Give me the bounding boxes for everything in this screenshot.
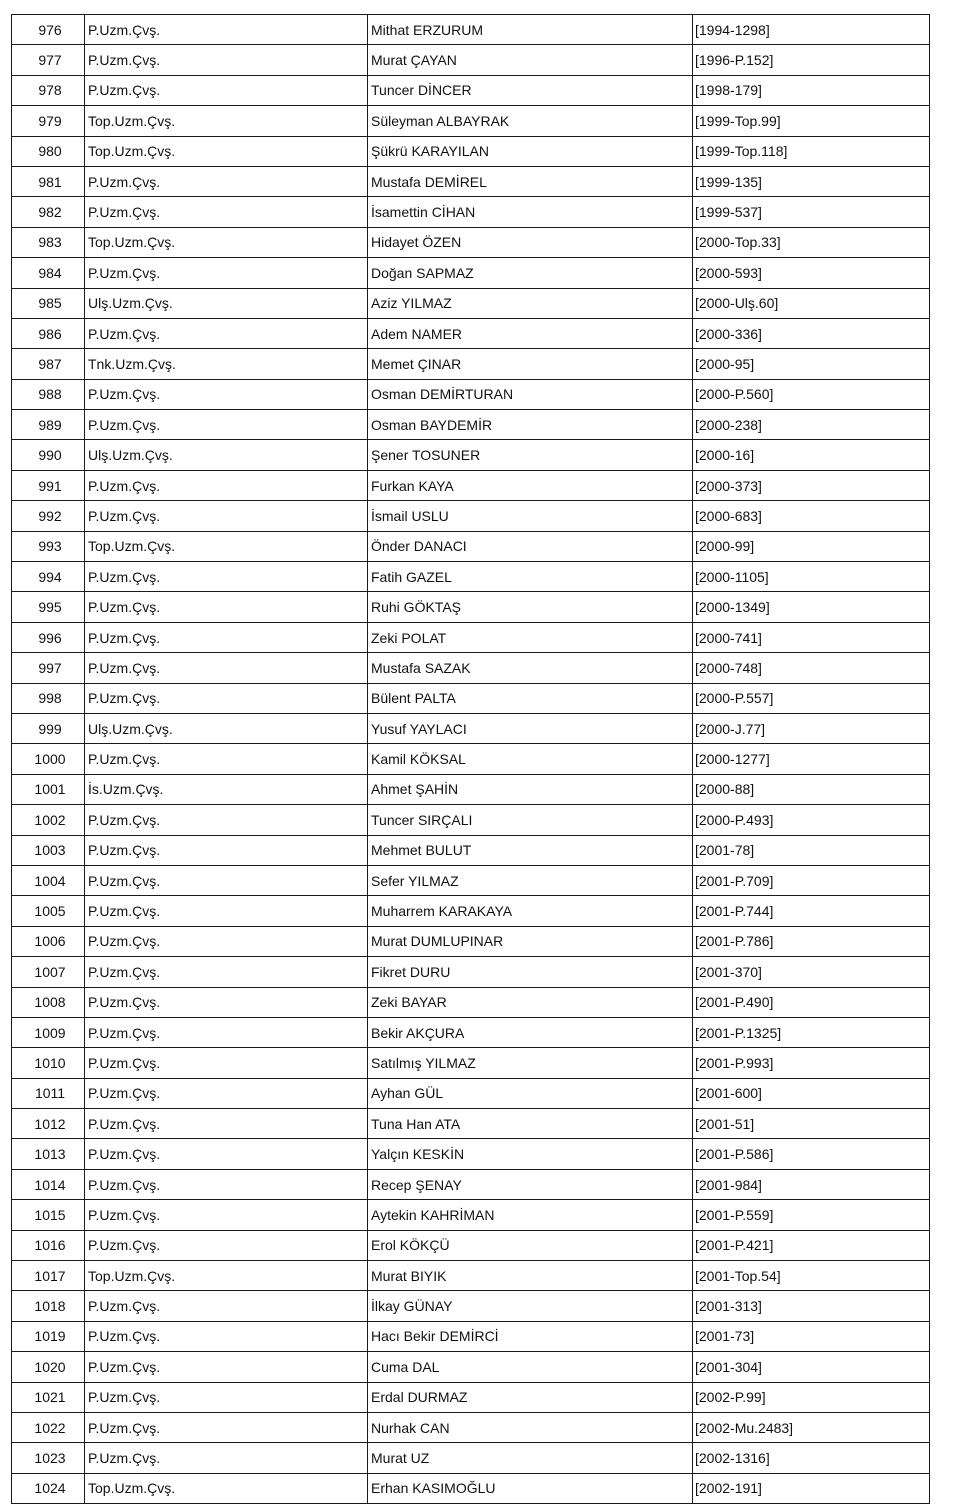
full-name-cell: Doğan SAPMAZ xyxy=(368,258,693,288)
registry-reference-cell: [2001-51] xyxy=(693,1109,930,1139)
table-row xyxy=(12,957,930,987)
full-name-cell: Bülent PALTA xyxy=(368,683,693,713)
table-row xyxy=(12,318,930,348)
row-number-cell: 998 xyxy=(12,683,85,713)
row-number-cell: 987 xyxy=(12,349,85,379)
table-row xyxy=(12,987,930,1017)
full-name-cell: Zeki BAYAR xyxy=(368,987,693,1017)
registry-reference-cell: [2002-191] xyxy=(693,1473,930,1503)
row-number-cell: 1023 xyxy=(12,1443,85,1473)
table-row xyxy=(12,1321,930,1351)
full-name-cell: Şener TOSUNER xyxy=(368,440,693,470)
rank-cell: P.Uzm.Çvş. xyxy=(85,166,368,196)
registry-reference-cell: [2000-741] xyxy=(693,622,930,652)
full-name-cell: Erol KÖKÇÜ xyxy=(368,1230,693,1260)
full-name-cell: Osman BAYDEMİR xyxy=(368,410,693,440)
rank-cell: P.Uzm.Çvş. xyxy=(85,683,368,713)
row-number-cell: 980 xyxy=(12,136,85,166)
registry-reference-cell: [2001-P.744] xyxy=(693,896,930,926)
table-row xyxy=(12,1352,930,1382)
table-row xyxy=(12,865,930,895)
rank-cell: Tnk.Uzm.Çvş. xyxy=(85,349,368,379)
rank-cell: P.Uzm.Çvş. xyxy=(85,1169,368,1199)
registry-reference-cell: [2001-P.993] xyxy=(693,1048,930,1078)
full-name-cell: Ahmet ŞAHİN xyxy=(368,774,693,804)
row-number-cell: 1017 xyxy=(12,1261,85,1291)
table-row xyxy=(12,166,930,196)
row-number-cell: 1024 xyxy=(12,1473,85,1503)
rank-cell: Ulş.Uzm.Çvş. xyxy=(85,713,368,743)
full-name-cell: Mithat ERZURUM xyxy=(368,15,693,45)
table-row xyxy=(12,1291,930,1321)
full-name-cell: Yusuf YAYLACI xyxy=(368,713,693,743)
registry-reference-cell: [1999-135] xyxy=(693,166,930,196)
registry-reference-cell: [2001-304] xyxy=(693,1352,930,1382)
rank-cell: P.Uzm.Çvş. xyxy=(85,470,368,500)
table-row xyxy=(12,15,930,45)
full-name-cell: Erhan KASIMOĞLU xyxy=(368,1473,693,1503)
row-number-cell: 1022 xyxy=(12,1412,85,1442)
row-number-cell: 997 xyxy=(12,653,85,683)
row-number-cell: 1015 xyxy=(12,1200,85,1230)
rank-cell: Top.Uzm.Çvş. xyxy=(85,1261,368,1291)
registry-reference-cell: [1996-P.152] xyxy=(693,45,930,75)
table-row xyxy=(12,926,930,956)
full-name-cell: Mustafa SAZAK xyxy=(368,653,693,683)
rank-cell: P.Uzm.Çvş. xyxy=(85,1230,368,1260)
full-name-cell: Mehmet BULUT xyxy=(368,835,693,865)
row-number-cell: 991 xyxy=(12,470,85,500)
rank-cell: P.Uzm.Çvş. xyxy=(85,1321,368,1351)
row-number-cell: 1001 xyxy=(12,774,85,804)
full-name-cell: Osman DEMİRTURAN xyxy=(368,379,693,409)
table-row xyxy=(12,1261,930,1291)
rank-cell: P.Uzm.Çvş. xyxy=(85,805,368,835)
full-name-cell: Hacı Bekir DEMİRCİ xyxy=(368,1321,693,1351)
row-number-cell: 1008 xyxy=(12,987,85,1017)
row-number-cell: 988 xyxy=(12,379,85,409)
row-number-cell: 1021 xyxy=(12,1382,85,1412)
row-number-cell: 1002 xyxy=(12,805,85,835)
row-number-cell: 976 xyxy=(12,15,85,45)
row-number-cell: 1005 xyxy=(12,896,85,926)
rank-cell: P.Uzm.Çvş. xyxy=(85,1291,368,1321)
full-name-cell: Aziz YILMAZ xyxy=(368,288,693,318)
registry-reference-cell: [2001-Top.54] xyxy=(693,1261,930,1291)
row-number-cell: 1004 xyxy=(12,865,85,895)
personnel-table-body xyxy=(12,15,930,1504)
full-name-cell: Furkan KAYA xyxy=(368,470,693,500)
rank-cell: P.Uzm.Çvş. xyxy=(85,379,368,409)
table-row xyxy=(12,258,930,288)
table-row xyxy=(12,106,930,136)
rank-cell: P.Uzm.Çvş. xyxy=(85,957,368,987)
full-name-cell: Muharrem KARAKAYA xyxy=(368,896,693,926)
full-name-cell: Adem NAMER xyxy=(368,318,693,348)
table-row xyxy=(12,288,930,318)
full-name-cell: Recep ŞENAY xyxy=(368,1169,693,1199)
row-number-cell: 981 xyxy=(12,166,85,196)
row-number-cell: 1007 xyxy=(12,957,85,987)
full-name-cell: Fikret DURU xyxy=(368,957,693,987)
row-number-cell: 986 xyxy=(12,318,85,348)
row-number-cell: 1019 xyxy=(12,1321,85,1351)
full-name-cell: Ruhi GÖKTAŞ xyxy=(368,592,693,622)
table-row xyxy=(12,562,930,592)
rank-cell: Top.Uzm.Çvş. xyxy=(85,531,368,561)
full-name-cell: Cuma DAL xyxy=(368,1352,693,1382)
registry-reference-cell: [2001-370] xyxy=(693,957,930,987)
table-row xyxy=(12,136,930,166)
table-row xyxy=(12,1017,930,1047)
row-number-cell: 990 xyxy=(12,440,85,470)
rank-cell: P.Uzm.Çvş. xyxy=(85,197,368,227)
row-number-cell: 994 xyxy=(12,562,85,592)
row-number-cell: 985 xyxy=(12,288,85,318)
registry-reference-cell: [2000-683] xyxy=(693,501,930,531)
row-number-cell: 1009 xyxy=(12,1017,85,1047)
row-number-cell: 996 xyxy=(12,622,85,652)
table-row xyxy=(12,1412,930,1442)
registry-reference-cell: [2002-P.99] xyxy=(693,1382,930,1412)
registry-reference-cell: [2001-P.709] xyxy=(693,865,930,895)
rank-cell: Ulş.Uzm.Çvş. xyxy=(85,288,368,318)
full-name-cell: Zeki POLAT xyxy=(368,622,693,652)
row-number-cell: 993 xyxy=(12,531,85,561)
table-row xyxy=(12,835,930,865)
rank-cell: P.Uzm.Çvş. xyxy=(85,744,368,774)
table-row xyxy=(12,410,930,440)
row-number-cell: 1010 xyxy=(12,1048,85,1078)
full-name-cell: Yalçın KESKİN xyxy=(368,1139,693,1169)
registry-reference-cell: [2002-1316] xyxy=(693,1443,930,1473)
rank-cell: P.Uzm.Çvş. xyxy=(85,896,368,926)
registry-reference-cell: [2001-78] xyxy=(693,835,930,865)
table-row xyxy=(12,653,930,683)
row-number-cell: 982 xyxy=(12,197,85,227)
full-name-cell: Bekir AKÇURA xyxy=(368,1017,693,1047)
row-number-cell: 1011 xyxy=(12,1078,85,1108)
row-number-cell: 1000 xyxy=(12,744,85,774)
row-number-cell: 1013 xyxy=(12,1139,85,1169)
table-row xyxy=(12,349,930,379)
full-name-cell: Aytekin KAHRİMAN xyxy=(368,1200,693,1230)
registry-reference-cell: [2001-73] xyxy=(693,1321,930,1351)
registry-reference-cell: [1999-537] xyxy=(693,197,930,227)
rank-cell: P.Uzm.Çvş. xyxy=(85,653,368,683)
rank-cell: P.Uzm.Çvş. xyxy=(85,592,368,622)
rank-cell: P.Uzm.Çvş. xyxy=(85,1017,368,1047)
rank-cell: P.Uzm.Çvş. xyxy=(85,501,368,531)
row-number-cell: 992 xyxy=(12,501,85,531)
rank-cell: P.Uzm.Çvş. xyxy=(85,1443,368,1473)
registry-reference-cell: [2001-P.1325] xyxy=(693,1017,930,1047)
full-name-cell: Murat BIYIK xyxy=(368,1261,693,1291)
registry-reference-cell: [2000-J.77] xyxy=(693,713,930,743)
personnel-table xyxy=(11,14,930,1504)
rank-cell: Ulş.Uzm.Çvş. xyxy=(85,440,368,470)
full-name-cell: Fatih GAZEL xyxy=(368,562,693,592)
rank-cell: P.Uzm.Çvş. xyxy=(85,835,368,865)
registry-reference-cell: [2001-P.490] xyxy=(693,987,930,1017)
registry-reference-cell: [2000-748] xyxy=(693,653,930,683)
row-number-cell: 1018 xyxy=(12,1291,85,1321)
table-row xyxy=(12,1139,930,1169)
row-number-cell: 978 xyxy=(12,75,85,105)
full-name-cell: Murat ÇAYAN xyxy=(368,45,693,75)
registry-reference-cell: [2000-16] xyxy=(693,440,930,470)
table-row xyxy=(12,531,930,561)
full-name-cell: Tuncer SIRÇALI xyxy=(368,805,693,835)
registry-reference-cell: [2000-Ulş.60] xyxy=(693,288,930,318)
registry-reference-cell: [2001-P.421] xyxy=(693,1230,930,1260)
registry-reference-cell: [2001-600] xyxy=(693,1078,930,1108)
registry-reference-cell: [2001-P.786] xyxy=(693,926,930,956)
registry-reference-cell: [1998-179] xyxy=(693,75,930,105)
row-number-cell: 979 xyxy=(12,106,85,136)
rank-cell: P.Uzm.Çvş. xyxy=(85,1412,368,1442)
table-row xyxy=(12,713,930,743)
full-name-cell: Memet ÇINAR xyxy=(368,349,693,379)
row-number-cell: 983 xyxy=(12,227,85,257)
full-name-cell: Tuncer DİNCER xyxy=(368,75,693,105)
rank-cell: P.Uzm.Çvş. xyxy=(85,1109,368,1139)
rank-cell: P.Uzm.Çvş. xyxy=(85,987,368,1017)
rank-cell: P.Uzm.Çvş. xyxy=(85,410,368,440)
registry-reference-cell: [2000-373] xyxy=(693,470,930,500)
row-number-cell: 989 xyxy=(12,410,85,440)
rank-cell: P.Uzm.Çvş. xyxy=(85,865,368,895)
table-row xyxy=(12,1169,930,1199)
table-row xyxy=(12,197,930,227)
full-name-cell: Mustafa DEMİREL xyxy=(368,166,693,196)
row-number-cell: 1003 xyxy=(12,835,85,865)
rank-cell: P.Uzm.Çvş. xyxy=(85,15,368,45)
table-row xyxy=(12,75,930,105)
row-number-cell: 1020 xyxy=(12,1352,85,1382)
rank-cell: Top.Uzm.Çvş. xyxy=(85,227,368,257)
registry-reference-cell: [1999-Top.99] xyxy=(693,106,930,136)
registry-reference-cell: [2000-95] xyxy=(693,349,930,379)
rank-cell: Top.Uzm.Çvş. xyxy=(85,106,368,136)
table-row xyxy=(12,805,930,835)
full-name-cell: İlkay GÜNAY xyxy=(368,1291,693,1321)
rank-cell: P.Uzm.Çvş. xyxy=(85,1352,368,1382)
rank-cell: P.Uzm.Çvş. xyxy=(85,75,368,105)
full-name-cell: Tuna Han ATA xyxy=(368,1109,693,1139)
registry-reference-cell: [2000-1277] xyxy=(693,744,930,774)
full-name-cell: Şükrü KARAYILAN xyxy=(368,136,693,166)
registry-reference-cell: [2000-99] xyxy=(693,531,930,561)
registry-reference-cell: [2000-336] xyxy=(693,318,930,348)
registry-reference-cell: [2000-P.493] xyxy=(693,805,930,835)
registry-reference-cell: [2001-984] xyxy=(693,1169,930,1199)
full-name-cell: Murat DUMLUPINAR xyxy=(368,926,693,956)
row-number-cell: 1012 xyxy=(12,1109,85,1139)
row-number-cell: 977 xyxy=(12,45,85,75)
registry-reference-cell: [2001-313] xyxy=(693,1291,930,1321)
table-row xyxy=(12,1382,930,1412)
table-row xyxy=(12,379,930,409)
full-name-cell: Hidayet ÖZEN xyxy=(368,227,693,257)
table-row xyxy=(12,774,930,804)
row-number-cell: 1016 xyxy=(12,1230,85,1260)
row-number-cell: 999 xyxy=(12,713,85,743)
table-row xyxy=(12,896,930,926)
rank-cell: P.Uzm.Çvş. xyxy=(85,562,368,592)
full-name-cell: Nurhak CAN xyxy=(368,1412,693,1442)
rank-cell: P.Uzm.Çvş. xyxy=(85,1200,368,1230)
rank-cell: P.Uzm.Çvş. xyxy=(85,926,368,956)
registry-reference-cell: [2002-Mu.2483] xyxy=(693,1412,930,1442)
row-number-cell: 995 xyxy=(12,592,85,622)
rank-cell: P.Uzm.Çvş. xyxy=(85,622,368,652)
rank-cell: P.Uzm.Çvş. xyxy=(85,45,368,75)
full-name-cell: Murat UZ xyxy=(368,1443,693,1473)
registry-reference-cell: [2000-P.560] xyxy=(693,379,930,409)
registry-reference-cell: [2001-P.586] xyxy=(693,1139,930,1169)
table-row xyxy=(12,501,930,531)
rank-cell: P.Uzm.Çvş. xyxy=(85,1382,368,1412)
registry-reference-cell: [2000-238] xyxy=(693,410,930,440)
rank-cell: P.Uzm.Çvş. xyxy=(85,1139,368,1169)
table-row xyxy=(12,1473,930,1503)
table-row xyxy=(12,683,930,713)
table-row xyxy=(12,1078,930,1108)
table-row xyxy=(12,592,930,622)
rank-cell: Top.Uzm.Çvş. xyxy=(85,136,368,166)
table-row xyxy=(12,1109,930,1139)
table-row xyxy=(12,744,930,774)
registry-reference-cell: [2000-88] xyxy=(693,774,930,804)
full-name-cell: Önder DANACI xyxy=(368,531,693,561)
table-row xyxy=(12,227,930,257)
rank-cell: P.Uzm.Çvş. xyxy=(85,1048,368,1078)
full-name-cell: Satılmış YILMAZ xyxy=(368,1048,693,1078)
registry-reference-cell: [2000-593] xyxy=(693,258,930,288)
rank-cell: P.Uzm.Çvş. xyxy=(85,318,368,348)
registry-reference-cell: [2000-1105] xyxy=(693,562,930,592)
registry-reference-cell: [1994-1298] xyxy=(693,15,930,45)
rank-cell: İs.Uzm.Çvş. xyxy=(85,774,368,804)
full-name-cell: İsamettin CİHAN xyxy=(368,197,693,227)
table-row xyxy=(12,1048,930,1078)
rank-cell: Top.Uzm.Çvş. xyxy=(85,1473,368,1503)
table-row xyxy=(12,1443,930,1473)
full-name-cell: Kamil KÖKSAL xyxy=(368,744,693,774)
table-row xyxy=(12,470,930,500)
row-number-cell: 1006 xyxy=(12,926,85,956)
full-name-cell: İsmail USLU xyxy=(368,501,693,531)
full-name-cell: Ayhan GÜL xyxy=(368,1078,693,1108)
table-row xyxy=(12,622,930,652)
table-row xyxy=(12,1230,930,1260)
rank-cell: P.Uzm.Çvş. xyxy=(85,258,368,288)
table-row xyxy=(12,1200,930,1230)
table-row xyxy=(12,45,930,75)
registry-reference-cell: [2000-P.557] xyxy=(693,683,930,713)
full-name-cell: Erdal DURMAZ xyxy=(368,1382,693,1412)
full-name-cell: Süleyman ALBAYRAK xyxy=(368,106,693,136)
full-name-cell: Sefer YILMAZ xyxy=(368,865,693,895)
table-row xyxy=(12,440,930,470)
registry-reference-cell: [2000-1349] xyxy=(693,592,930,622)
registry-reference-cell: [2001-P.559] xyxy=(693,1200,930,1230)
row-number-cell: 984 xyxy=(12,258,85,288)
registry-reference-cell: [2000-Top.33] xyxy=(693,227,930,257)
row-number-cell: 1014 xyxy=(12,1169,85,1199)
registry-reference-cell: [1999-Top.118] xyxy=(693,136,930,166)
rank-cell: P.Uzm.Çvş. xyxy=(85,1078,368,1108)
